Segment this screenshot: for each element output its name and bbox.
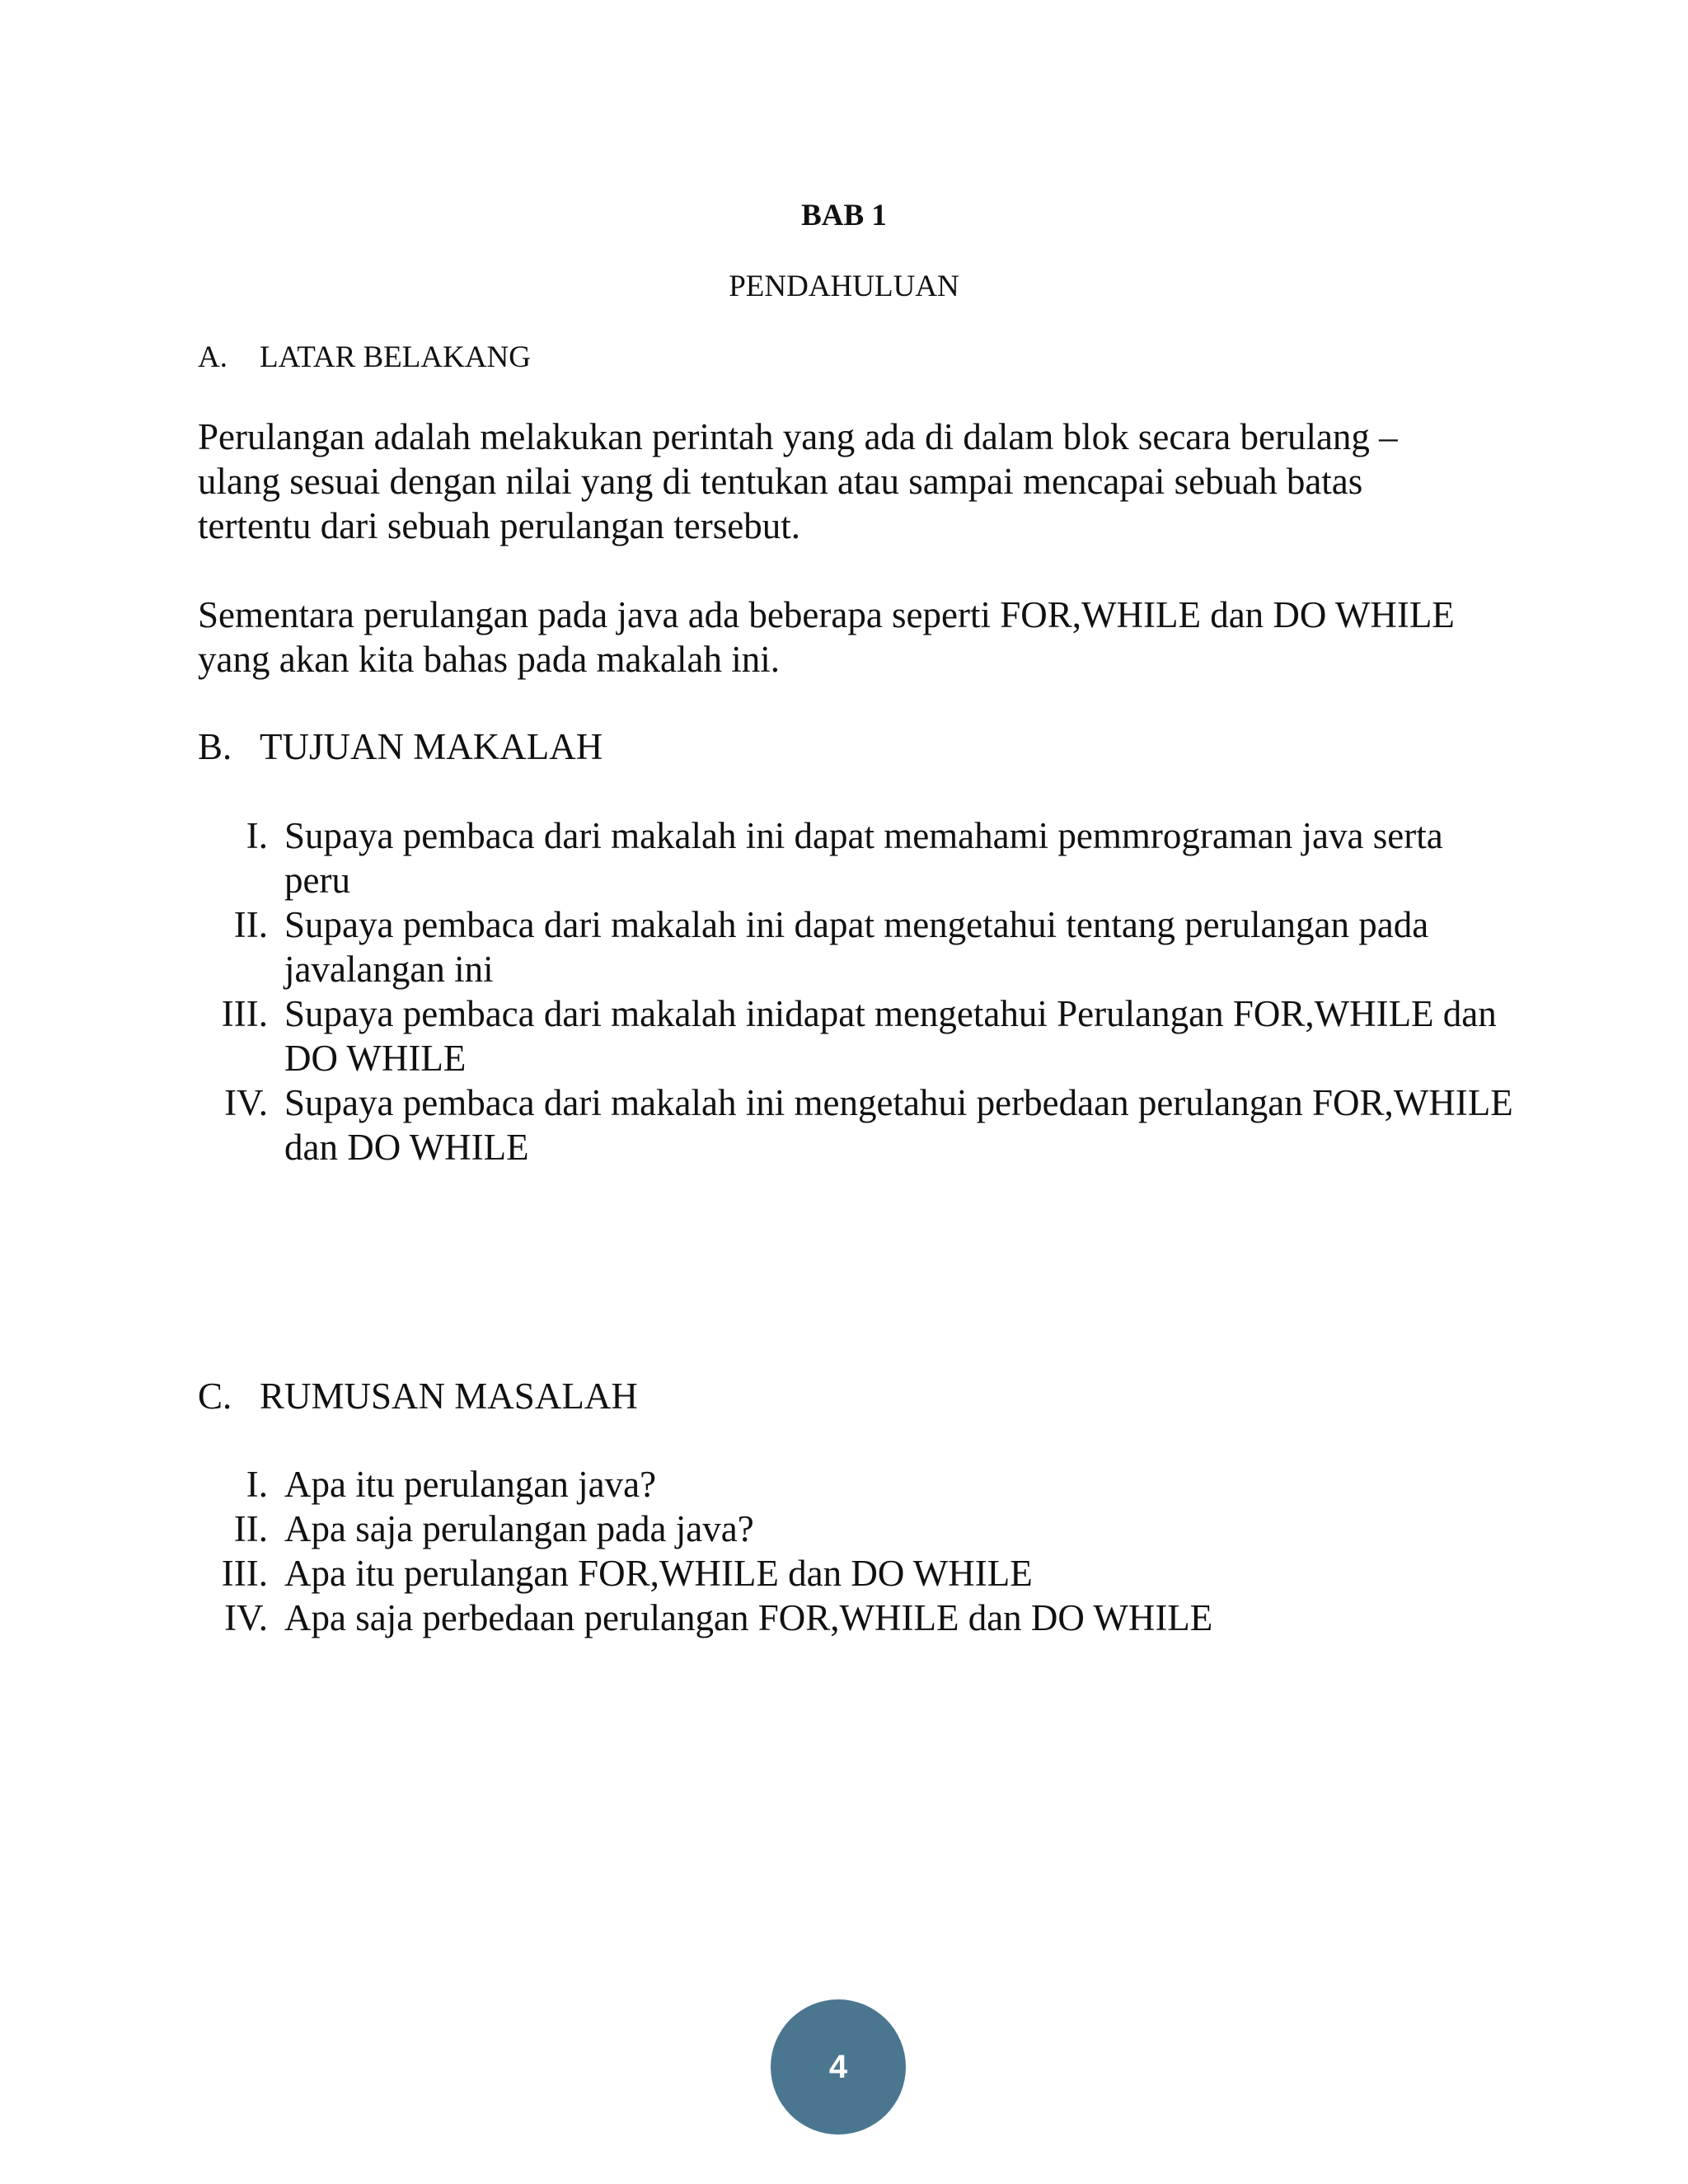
list-item — [198, 1551, 1517, 1596]
section-b-letter: B. — [198, 726, 232, 767]
section-c-letter: C. — [198, 1376, 232, 1417]
list-item-number: III. — [221, 1553, 268, 1594]
section-c-title: RUMUSAN MASALAH — [260, 1376, 638, 1417]
list-item-text: Apa itu perulangan FOR,WHILE dan DO WHILE — [284, 1553, 1033, 1594]
list-item — [198, 1507, 1517, 1551]
list-item — [198, 1462, 1517, 1507]
background-paragraph-2: Sementara perulangan pada java ada beberapa seperti FOR,WHILE dan DO WHILE yang akan kita bahas pada makalah ini. — [198, 594, 1455, 680]
list-item-number: II. — [233, 1508, 268, 1549]
page-number-badge: 4 — [771, 1999, 906, 2135]
background-paragraph-1: Perulangan adalah melakukan perintah yang ada di dalam blok secara berulang – ulang sesuai dengan nilai yang di tentukan atau sampai mencapai sebuah batas tertentu dari sebuah perulangan tersebut. — [198, 416, 1398, 546]
list-item-text: Apa itu perulangan java? — [284, 1464, 657, 1505]
section-b-title: TUJUAN MAKALAH — [260, 726, 603, 767]
list-item — [198, 991, 1517, 1080]
list-item-text: Supaya pembaca dari makalah inidapat mengetahui Perulangan FOR,WHILE dan DO WHILE — [284, 993, 1497, 1079]
section-c-heading — [198, 1374, 638, 1418]
problem-statement-list — [198, 1462, 1517, 1640]
list-item-number: IV. — [224, 1597, 268, 1638]
list-item — [198, 902, 1517, 991]
list-item-text: Apa saja perbedaan perulangan FOR,WHILE dan DO WHILE — [284, 1597, 1213, 1638]
section-a-heading — [198, 340, 531, 375]
section-a-title: LATAR BELAKANG — [260, 340, 531, 374]
list-item — [198, 1596, 1517, 1640]
list-item-number: I. — [246, 815, 268, 856]
objectives-list — [198, 813, 1517, 1169]
list-item-text: Apa saja perulangan pada java? — [284, 1508, 754, 1549]
list-item-number: II. — [233, 904, 268, 945]
chapter-subtitle: PENDAHULUAN — [729, 269, 959, 303]
list-item-text: Supaya pembaca dari makalah ini dapat mengetahui tentang perulangan pada javalangan ini — [284, 904, 1429, 990]
list-item-number: III. — [221, 993, 268, 1034]
section-b-heading — [198, 724, 603, 769]
list-item — [198, 1080, 1517, 1169]
chapter-title: BAB 1 — [801, 199, 887, 232]
list-item-text: Supaya pembaca dari makalah ini mengetahui perbedaan perulangan FOR,WHILE dan DO WHILE — [284, 1082, 1513, 1168]
section-a-letter: A. — [198, 340, 227, 374]
list-item-number: IV. — [224, 1082, 268, 1123]
list-item-text: Supaya pembaca dari makalah ini dapat memahami pemmrograman java serta peru — [284, 815, 1443, 901]
list-item — [198, 813, 1517, 902]
list-item-number: I. — [246, 1464, 268, 1505]
